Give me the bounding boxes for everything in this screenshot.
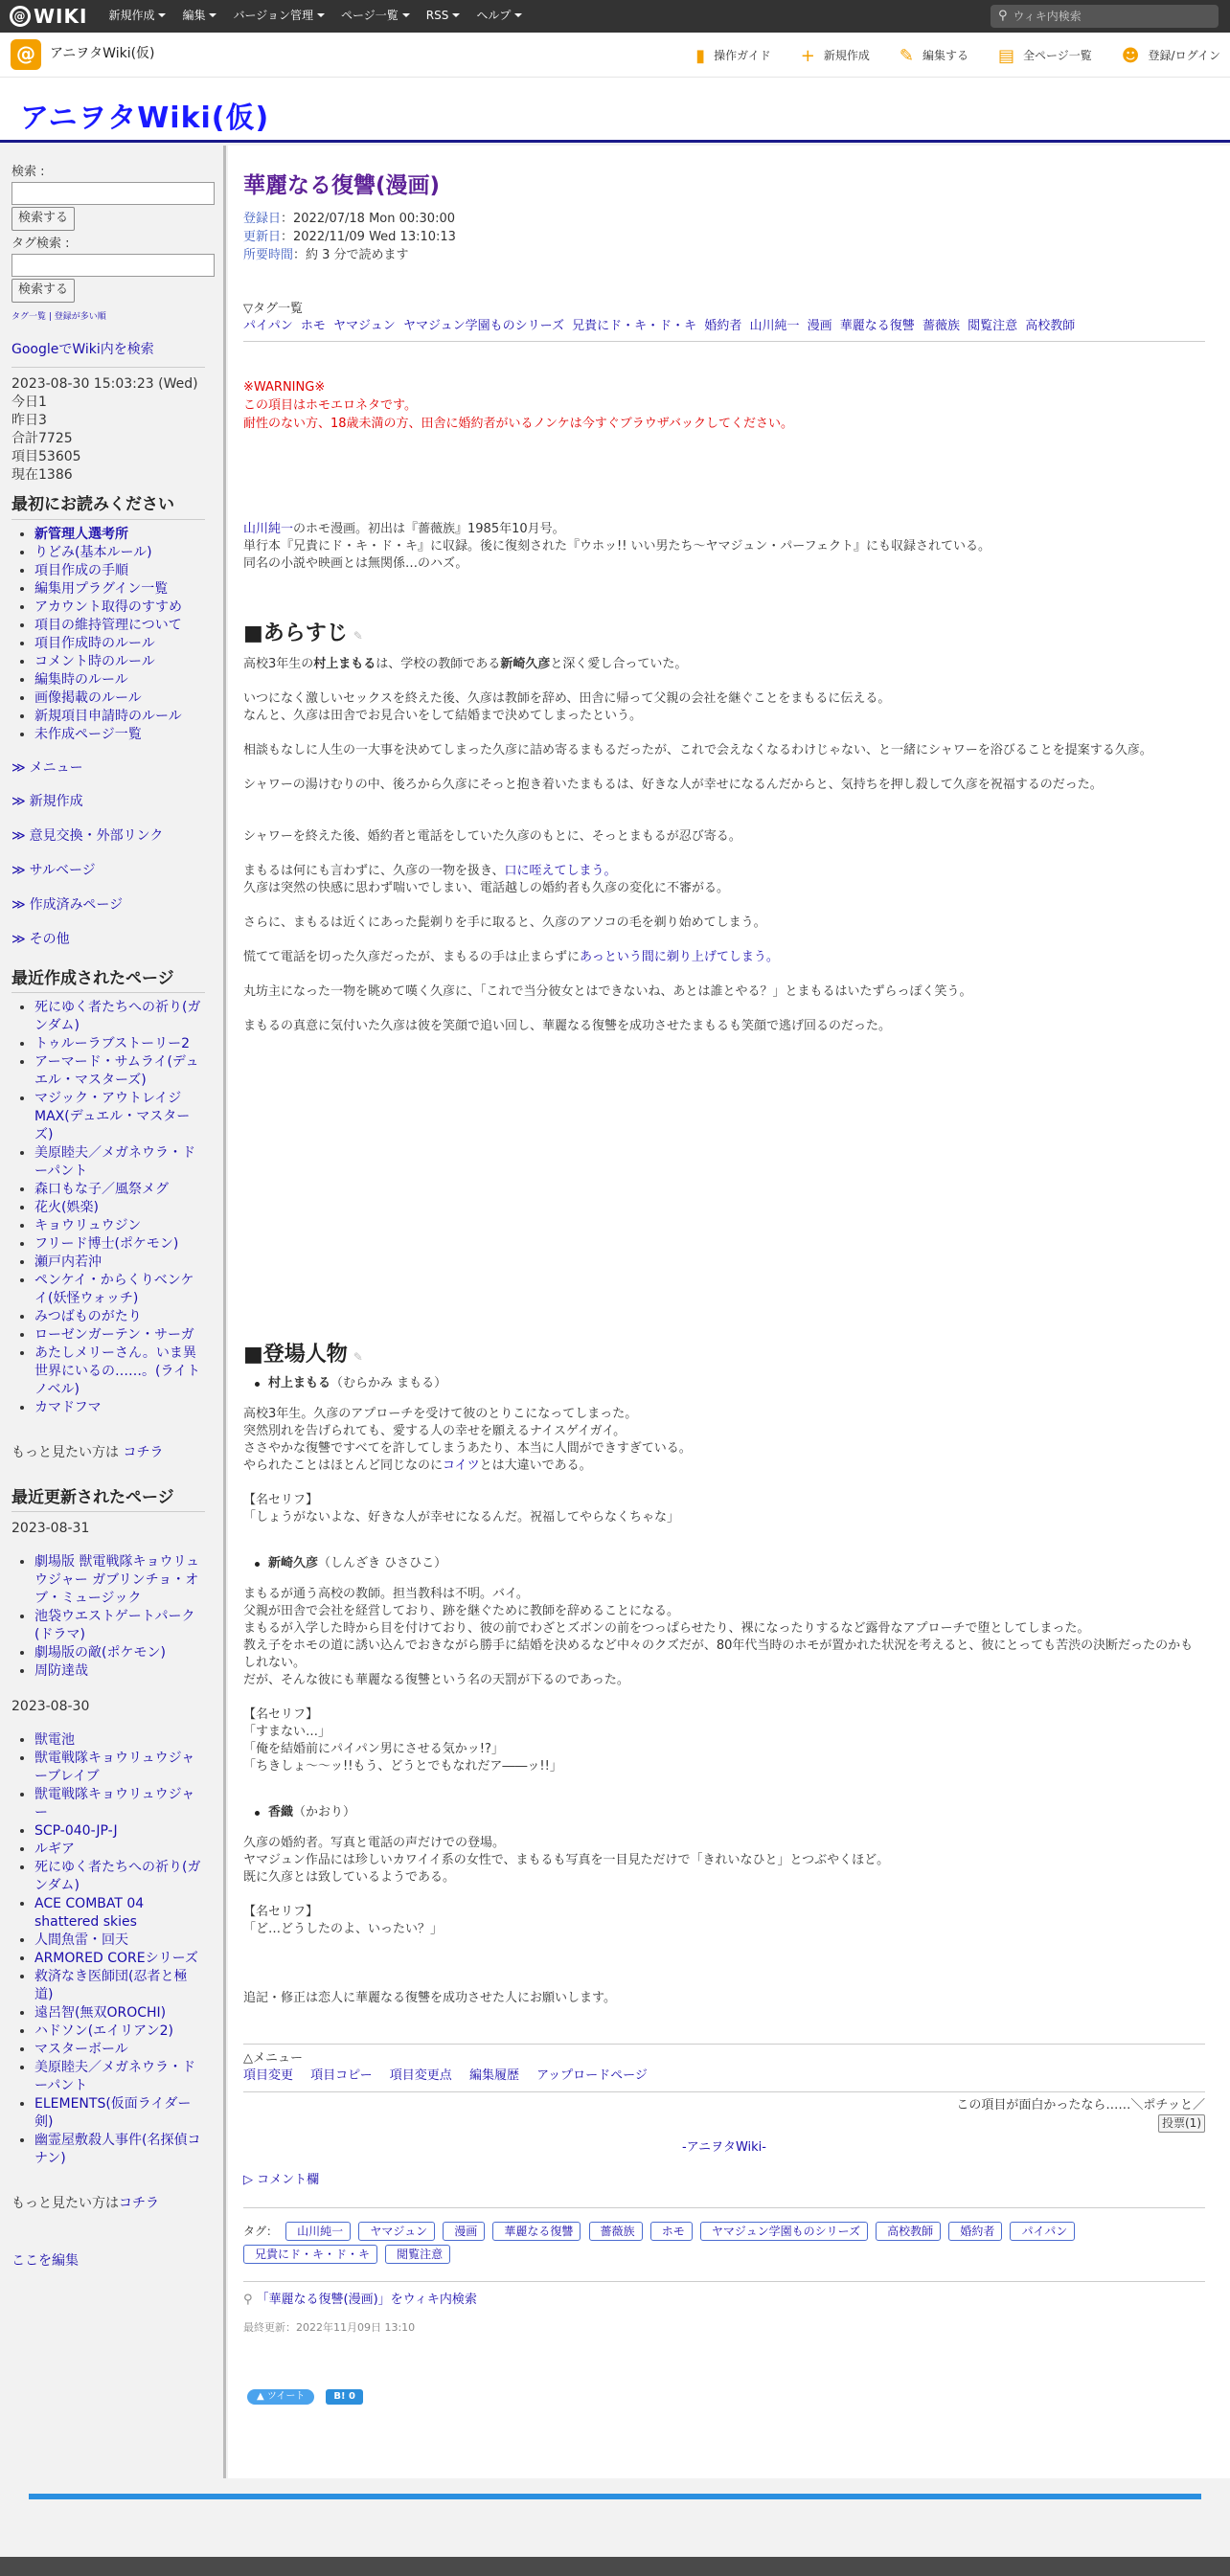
user-add-icon: ☻: [1121, 46, 1140, 66]
site-signature[interactable]: -アニヲタWiki-: [682, 2139, 766, 2155]
section-new[interactable]: ≫ 新規作成: [11, 793, 205, 812]
top-menu: [108, 8, 538, 24]
menu-version[interactable]: バージョン管理: [233, 8, 325, 24]
sub-bar: [0, 33, 1230, 78]
list-item[interactable]: 人間魚雷・回天: [34, 1932, 128, 1948]
tag-search-input[interactable]: [11, 254, 215, 277]
search-icon: ⚲: [243, 2292, 253, 2307]
edit-button[interactable]: ✎ 編集する: [900, 44, 968, 69]
list-item[interactable]: 遠呂智(無双OROCHI): [34, 2004, 167, 2021]
wiki-search-link[interactable]: 「華麗なる復讐(漫画)」をウィキ内検索: [256, 2292, 477, 2307]
menu-new[interactable]: 新規作成: [108, 8, 166, 24]
stat-now: 現在1386: [11, 467, 73, 484]
more-updated: もっと見たい方はコチラ: [11, 2195, 159, 2211]
counter-stats: [11, 375, 205, 485]
tag-list: [243, 318, 1205, 341]
top-bar: [0, 0, 1230, 33]
list-item[interactable]: 獣電戦隊キョウリュウジャー: [34, 1786, 195, 1820]
list-item[interactable]: みつばものがたり: [34, 1308, 142, 1324]
tag-list-link[interactable]: タグ一覧 | 登録が多い順: [11, 311, 106, 322]
header-actions: [666, 44, 1220, 69]
list-item[interactable]: 救済なき医師団(忍者と極道): [34, 1968, 188, 2002]
list-item[interactable]: 項目作成の手順: [34, 562, 128, 578]
at-logo-icon: @: [10, 6, 31, 27]
vote-area: [243, 2091, 1205, 2134]
list-item[interactable]: 幽霊屋敷殺人事件(名探偵コナン): [34, 2132, 201, 2166]
list-item[interactable]: ペンケイ・からくりベンケイ(妖怪ウォッチ): [34, 1272, 194, 1306]
list-item[interactable]: キョウリュウジン: [34, 1217, 142, 1233]
top-search: [991, 5, 1219, 28]
wiki-search-row: [243, 2281, 1205, 2309]
page-menu-heading: △メニュー: [243, 2051, 303, 2067]
at-brand-icon: @: [11, 39, 41, 70]
list-item[interactable]: ハドソン(エイリアン2): [34, 2022, 173, 2039]
page-footer: [0, 2557, 1230, 2576]
page-menu: [243, 2044, 1205, 2086]
list-item[interactable]: 編集用プラグイン一覧: [34, 580, 169, 597]
tag-link[interactable]: 漫画: [807, 319, 832, 334]
vote-button[interactable]: 投票(1): [1158, 2114, 1205, 2133]
stat-items: 項目53605: [11, 449, 81, 465]
tag-search-label: タグ検索 :: [11, 236, 70, 251]
link-edit-history[interactable]: 編集履歴: [468, 2068, 519, 2084]
list-item[interactable]: 編集時のルール: [34, 671, 128, 688]
list-item[interactable]: 周防達哉: [34, 1662, 88, 1679]
updated-list-1: [34, 1553, 205, 1681]
list-item[interactable]: ACE COMBAT 04 shattered skies: [34, 1895, 145, 1930]
list-item[interactable]: 獣電戦隊キョウリュウジャーブレイブ: [34, 1750, 195, 1784]
tag-link[interactable]: 閲覧注意: [968, 319, 1018, 334]
menu-edit[interactable]: 編集: [182, 8, 216, 24]
menu-pages[interactable]: ページ一覧: [341, 8, 410, 24]
vote-text: この項目が面白かったなら……＼ポチッと／: [956, 2097, 1205, 2113]
stat-yesterday: 昨日3: [11, 413, 47, 429]
guide-button[interactable]: ▮ 操作ガイド: [695, 44, 771, 69]
main-content: [228, 146, 1230, 2478]
stat-today: 今日1: [11, 395, 47, 411]
section-salvage[interactable]: ≫ サルベージ: [11, 862, 205, 881]
wiki-logo[interactable]: @ WIKI: [10, 3, 87, 30]
site-header: [0, 78, 1230, 143]
tag-button[interactable]: 高校教師: [876, 2222, 941, 2241]
synopsis: 高校3年生の村上まもるは、学校の教師である新崎久彦と深く愛し合っていた。 いつになく激しいセックスを終えた後、久彦は教師を辞め、田舎に帰って父親の会社を継ぐことをまもるに伝える。 なんと、久彦は田舎でお見合いをして結婚まで決めてしまったという。 相談もなしに人生の一大事を決めてしまった久彦に詰め寄るまもるだったが、これで会えなくなるわけじゃない、と一緒にシャワーを浴びることを提案する久彦。 シャワーの湯けむりの中、後ろから久彦にそっと抱き着いたまもるは、好きな人が幸せになるんだからと、気持ちを押し殺して久彦を祝福するのだった。 シャワーを終えた後、婚約者と電話をしていた久彦のもとに、そっとまもるが忍び寄る。 まもるは何にも言わずに、久彦の一物を扱き、口に咥えてしまう。 久彦は突然の快感に思わず喘いでしまい、電話越しの婚約者も久彦の変化に不審がる。 さらに、まもるは近くにあった髭剃りを手に取ると、久彦のアソコの毛を剃り始めてしまう。 慌てて電話を切った久彦だったが、まもるの手は止まらずにあっという間に剃り上げてしまう。 丸坊主になった一物を眺めて嘆く久彦に、「これで当分彼女とはできないね、あとは誰とやる？」とまもるはいたずらっぽく笑う。 まもるの真意に気付いた久彦は彼を笑顔で追い回し、華麗なる復讐を成功させたまもるも笑顔で逃げ回るのだった。: [243, 656, 1152, 1033]
tag-button[interactable]: 薔薇族: [589, 2222, 643, 2241]
list-item[interactable]: 新規項目申請時のルール: [34, 708, 182, 724]
first-read-heading: 最初にお読みください: [11, 493, 205, 519]
more-updated-link[interactable]: コチラ: [119, 2195, 159, 2211]
tweet-button[interactable]: ▲ ツイート: [247, 2389, 314, 2405]
list-item[interactable]: フリード博士(ポケモン): [34, 1235, 179, 1252]
page-meta: [243, 210, 1205, 264]
link-item-diff[interactable]: 項目変更点: [389, 2068, 452, 2084]
sidebar-divider: [223, 146, 226, 2478]
meta-value: ：2022/07/18 Mon 00:30:00: [281, 211, 456, 226]
meta-value: ：2022/11/09 Wed 13:10:13: [281, 229, 456, 244]
list-item[interactable]: りどみ(基本ルール): [34, 544, 152, 560]
plus-icon: +: [800, 46, 815, 66]
google-search-link[interactable]: GoogleでWiki内を検索: [11, 341, 205, 369]
updated-list-2: [34, 1731, 205, 2168]
tag-link[interactable]: 兄貴にド・キ・ド・キ: [572, 319, 697, 334]
section-other[interactable]: ≫ その他: [11, 931, 205, 950]
list-item[interactable]: コメント時のルール: [34, 653, 155, 669]
list-item[interactable]: アーマード・サムライ(デュエル・マスターズ): [34, 1053, 199, 1088]
tag-link[interactable]: 山川純一: [749, 319, 800, 334]
list-item[interactable]: 森口もな子／風祭メグ: [34, 1181, 169, 1197]
updated-date-1: 2023-08-31: [11, 1520, 90, 1536]
list-item[interactable]: ローゼンガーテン・サーガ: [34, 1326, 194, 1343]
share-buttons: [243, 2389, 1205, 2405]
tag-button[interactable]: ホモ: [650, 2222, 693, 2241]
tag-button[interactable]: 兄貴にド・キ・ド・キ: [243, 2245, 377, 2264]
section-menu[interactable]: ≫ メニュー: [11, 759, 205, 779]
page-title: 華麗なる復讐(漫画): [243, 173, 441, 198]
meta-key: 登録日: [243, 211, 282, 226]
list-item[interactable]: 項目の維持管理について: [34, 617, 182, 633]
closing-text: 追記・修正は恋人に華麗なる復讐を成功させた人にお願いします。: [243, 1991, 616, 2006]
edit-pencil-icon[interactable]: ✎: [353, 628, 363, 643]
list-item[interactable]: ELEMENTS(仮面ライダー剣): [34, 2095, 192, 2130]
recent-updated-heading: 最近更新されたページ: [11, 1486, 205, 1512]
tag-link[interactable]: ヤマジュン学園ものシリーズ: [402, 319, 565, 334]
link-item-copy[interactable]: 項目コピー: [310, 2068, 373, 2084]
edit-sidebar-link[interactable]: ここを編集: [11, 2252, 79, 2269]
list-item[interactable]: ARMORED COREシリーズ: [34, 1950, 198, 1966]
link-text[interactable]: あっという間に剃り上げてしまう。: [580, 949, 779, 964]
recent-created-heading: 最近作成されたページ: [11, 967, 205, 993]
section-created[interactable]: ≫ 作成済みページ: [11, 896, 205, 915]
tag-link[interactable]: 華麗なる復讐: [839, 319, 915, 334]
list-item[interactable]: 獣電池: [34, 1731, 75, 1748]
list-item[interactable]: カマドフマ: [34, 1399, 102, 1415]
section-links[interactable]: ≫ 意見交換・外部リンク: [11, 827, 205, 847]
new-page-button[interactable]: + 新規作成: [801, 44, 870, 69]
list-item[interactable]: 画像掲載のルール: [34, 689, 142, 706]
meta-value: ：約 3 分で読めます: [293, 247, 409, 262]
tag-button[interactable]: 漫画: [443, 2222, 485, 2241]
footer-accent-bar: [29, 2494, 1201, 2499]
list-item[interactable]: 瀬戸内若沖: [34, 1254, 102, 1270]
tag-box: [243, 2207, 1205, 2268]
list-item[interactable]: ルギア: [34, 1841, 75, 1857]
site-brand[interactable]: @ アニヲタWiki(仮): [11, 39, 155, 70]
warning-box: ※WARNING※ この項目はホモエロネタです。 耐性のない方、18歳未満の方、田舎に婚約者がいるノンケは今すぐブラウザバックしてください。: [243, 379, 793, 431]
book-icon: ▮: [695, 46, 706, 66]
author-link[interactable]: 山川純一: [243, 521, 294, 536]
meta-key: 更新日: [243, 229, 282, 244]
list-item[interactable]: 劇場版の敵(ポケモン): [34, 1644, 166, 1661]
list-item[interactable]: 未作成ページ一覧: [34, 726, 142, 742]
character-name: 村上まもる（むらかみ まもる）: [268, 1375, 1205, 1392]
link-text[interactable]: 口に咥えてしまう。: [504, 863, 617, 878]
tag-button[interactable]: ヤマジュン: [358, 2222, 435, 2241]
stat-total: 合計7725: [11, 431, 73, 447]
edit-pencil-icon[interactable]: ✎: [353, 1349, 363, 1364]
search-icon: ⚲: [998, 8, 1008, 23]
characters: 村上まもる（むらかみ まもる） 高校3年生。久彦のアプローチを受けて彼のとりこになってしまった。 突然別れを告げられても、愛する人の幸せを願えるナイスゲイガイ。 ささやかな復讐ですべてを許してしまうあたり、本当に人間ができすぎている。 やられたことはほとんど同じなのにコイツとは大違いである。 【名セリフ】 「しょうがないよな、好きな人が幸せになるんだ。祝福してやらなくちゃな」 新崎久彦（しんざき ひさひこ） まもるが通う高校の教師。担当教科は不明。バイ。 父親が田舎で会社を経営しており、跡を継ぐために教師を辞めることになる。 まもるが入学した時から目を付けており、彼の前でわざとズボンの前をつっぱらせたり、裸になったりするなど露骨なアプローチで堕としてしまった。 教え子をホモの道に誘い込んでおきながら勝手に結婚を決めるなど中々のクズだが、80年代当時のホモが置かれた状況を考えると、彼にとっても苦渋の決断だったのかもしれない。 だが、そんな彼にも華麗なる復讐という名の天罰が下るのであった。 【名セリフ】 「すまない…」 「俺を結婚前にパイパン男にさせる気かッ!?」 「ちきしょ〜〜ッ!!もう、どうとでもなれだア――ッ!!」 香織（かおり） 久彦の婚約者。写真と電話の声だけでの登場。 ヤマジュン作品には珍しいカワイイ系の女性で、まもるも写真を一目見ただけで「きれいなひと」とつぶやくほど。 既に久彦とは致しているようである。 【名セリフ】 「ど…どうしたのよ、いったい？」: [243, 1375, 1205, 1938]
list-item[interactable]: 池袋ウエストゲートパーク(ドラマ): [34, 1608, 195, 1642]
list-item[interactable]: 花火(娯楽): [34, 1199, 99, 1215]
list-item[interactable]: 新管理人選考所: [34, 526, 128, 542]
tags-heading: ▽タグ一覧: [243, 301, 303, 316]
intro: 山川純一のホモ漫画。初出は『薔薇族』1985年10月号。 単行本『兄貴にド・キ・ド・キ』に収録。後に復刻された『ウホッ!! いい男たち〜ヤマジュン・パーフェクト』にも収録されている。 同名の小説や映画とは無関係…のハズ。: [243, 521, 991, 571]
tag-label: タグ：: [243, 2224, 279, 2238]
tag-link[interactable]: ホモ: [300, 319, 326, 334]
list-item[interactable]: マスターボール: [34, 2041, 128, 2057]
top-search-input[interactable]: [1014, 10, 1205, 23]
list-item[interactable]: 死にゆく者たちへの祈り(ガンダム): [34, 999, 201, 1033]
last-updated: 最終更新：2022年11月09日 13:10: [243, 2321, 416, 2335]
first-read-list: [34, 526, 205, 744]
hatena-button[interactable]: B! 0: [326, 2389, 363, 2405]
tag-button[interactable]: 閲覧注意: [385, 2245, 450, 2264]
sidebar: [0, 146, 215, 2271]
list-item[interactable]: 死にゆく者たちへの祈り(ガンダム): [34, 1859, 201, 1893]
tag-button[interactable]: 華麗なる復讐: [492, 2222, 581, 2241]
characters-heading: ■登場人物 ✎: [243, 1342, 363, 1367]
more-created-link[interactable]: コチラ: [123, 1444, 164, 1460]
bird-icon: ▲: [257, 2390, 267, 2402]
link-upload[interactable]: アップロードページ: [536, 2068, 648, 2084]
list-item[interactable]: アカウント取得のすすめ: [34, 599, 182, 615]
tag-button[interactable]: 山川純一: [285, 2222, 351, 2241]
tag-button[interactable]: パイパン: [1010, 2222, 1075, 2241]
sidebar-search-button[interactable]: 検索する: [11, 207, 75, 230]
tag-link[interactable]: ヤマジュン: [333, 319, 396, 334]
recent-created-list: [34, 999, 205, 1417]
list-item[interactable]: 美原睦夫／メガネウラ・ドーパント: [34, 2059, 195, 2093]
login-button[interactable]: ☻ 登録/ログイン: [1122, 44, 1220, 69]
list-item[interactable]: 美原睦夫／メガネウラ・ドーパント: [34, 1144, 195, 1179]
pencil-icon: ✎: [899, 46, 914, 66]
tag-link[interactable]: 高校教師: [1025, 319, 1076, 334]
tag-link[interactable]: パイパン: [243, 319, 293, 334]
list-item[interactable]: あたしメリーさん。いま異世界にいるの……。(ライトノベル): [34, 1344, 201, 1397]
character-name: 新崎久彦（しんざき ひさひこ）: [268, 1555, 1205, 1572]
synopsis-heading: ■あらすじ ✎: [243, 621, 363, 645]
all-pages-button[interactable]: ▤ 全ページ一覧: [998, 44, 1092, 69]
tag-link[interactable]: 婚約者: [704, 319, 742, 334]
character-name: 香織（かおり）: [268, 1804, 1205, 1821]
link-item-change[interactable]: 項目変更: [243, 2068, 294, 2084]
meta-key: 所要時間: [243, 247, 294, 262]
list-item[interactable]: トゥルーラブストーリー2: [34, 1035, 190, 1051]
link-text[interactable]: コイツ: [443, 1458, 480, 1474]
tag-button[interactable]: 婚約者: [948, 2222, 1002, 2241]
more-created: もっと見たい方は コチラ: [11, 1444, 164, 1460]
tag-link[interactable]: 薔薇族: [922, 319, 960, 334]
comment-toggle[interactable]: ▷ コメント欄: [243, 2173, 320, 2188]
tag-search-button[interactable]: 検索する: [11, 279, 75, 302]
stat-datetime: 2023-08-30 15:03:23 (Wed): [11, 376, 198, 393]
updated-date-2: 2023-08-30: [11, 1698, 90, 1714]
search-label: 検索 :: [11, 165, 45, 179]
menu-help[interactable]: ヘルプ: [476, 8, 522, 24]
list-item[interactable]: 項目作成時のルール: [34, 635, 155, 651]
list-item[interactable]: SCP-040-JP-J: [34, 1822, 118, 1839]
list-item[interactable]: 劇場版 獣電戦隊キョウリュウジャー ガブリンチョ・オブ・ミュージック: [34, 1553, 200, 1606]
site-title[interactable]: アニヲタWiki(仮): [20, 102, 270, 135]
list-item[interactable]: マジック・アウトレイジMAX(デュエル・マスターズ): [34, 1090, 191, 1142]
sidebar-search-input[interactable]: [11, 182, 215, 205]
menu-rss[interactable]: RSS: [426, 8, 461, 24]
document-icon: ▤: [998, 46, 1015, 66]
tag-button[interactable]: ヤマジュン学園ものシリーズ: [700, 2222, 868, 2241]
